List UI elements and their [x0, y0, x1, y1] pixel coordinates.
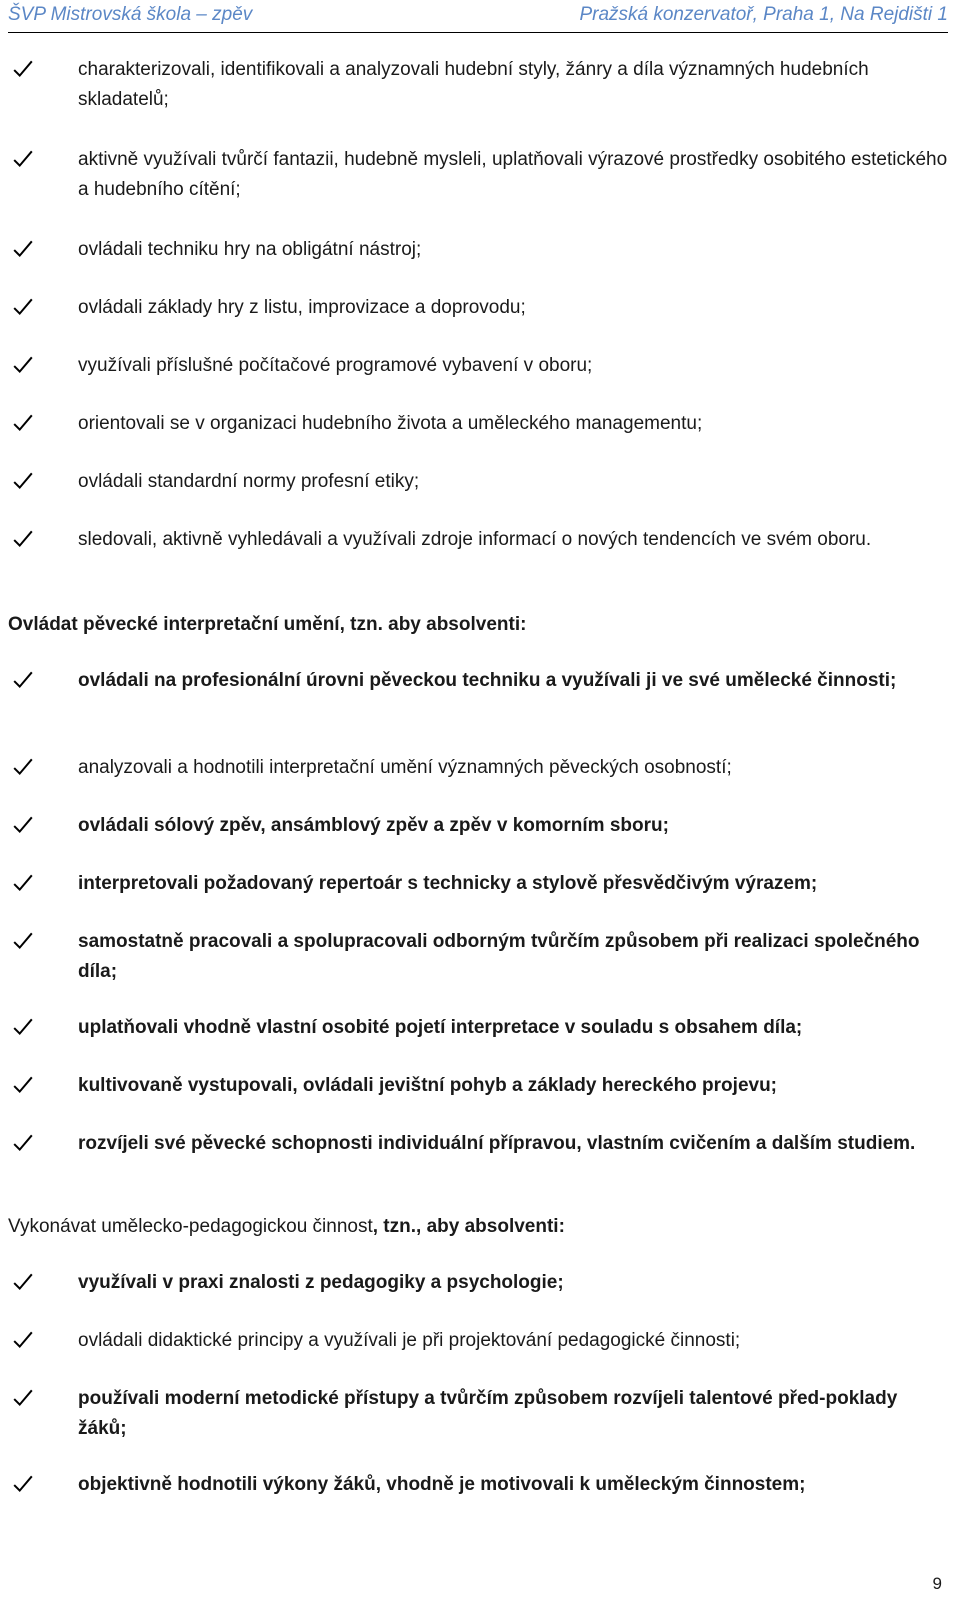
checkmark-icon: [12, 1132, 34, 1154]
list-item: [8, 55, 948, 115]
list-item: [8, 1268, 948, 1298]
checkmark-icon: [12, 930, 34, 952]
list-item: [8, 1071, 948, 1101]
list-item: [8, 869, 948, 899]
section-heading-plain: Vykonávat umělecko-pedagogickou činnost: [8, 1216, 373, 1237]
list-item: [8, 293, 948, 323]
list-item-text: ovládali sólový zpěv, ansámblový zpěv a zpěv v komorním sboru;: [78, 815, 669, 836]
list-item-text: orientovali se v organizaci hudebního života a uměleckého managementu;: [78, 413, 703, 434]
checkmark-icon: [12, 872, 34, 894]
checkmark-icon: [12, 756, 34, 778]
list-item: [8, 1129, 948, 1159]
list-item: [8, 235, 948, 265]
list-item: [8, 666, 948, 696]
checkmark-icon: [12, 528, 34, 550]
list-item: [8, 145, 948, 205]
list-item: [8, 1470, 948, 1500]
section-heading: Ovládat pěvecké interpretační umění, tzn. aby absolventi:: [8, 614, 527, 635]
list-item: [8, 351, 948, 381]
list-item-text: sledovali, aktivně vyhledávali a využívali zdroje informací o nových tendencích ve svém oboru.: [78, 529, 872, 550]
header-institution: Pražská konzervatoř, Praha 1, Na Rejdišti 1: [579, 4, 948, 25]
list-item: [8, 467, 948, 497]
list-item: [8, 927, 948, 987]
checkmark-icon: [12, 814, 34, 836]
list-item: [8, 753, 948, 783]
page-header: [8, 2, 948, 33]
list-item-text: ovládali základy hry z listu, improvizace a doprovodu;: [78, 297, 526, 318]
list-item-text: používali moderní metodické přístupy a tvůrčím způsobem rozvíjeli talentové před-poklady žáků;: [78, 1388, 898, 1439]
list-item-text: objektivně hodnotili výkony žáků, vhodně je motivovali k uměleckým činnostem;: [78, 1474, 806, 1495]
checkmark-icon: [12, 1074, 34, 1096]
checkmark-icon: [12, 669, 34, 691]
checkmark-icon: [12, 1473, 34, 1495]
section-heading-bold: , tzn., aby absolventi:: [372, 1216, 565, 1237]
list-item-text: kultivovaně vystupovali, ovládali jevištní pohyb a základy hereckého projevu;: [78, 1075, 778, 1096]
list-item-text: využívali v praxi znalosti z pedagogiky a psychologie;: [78, 1272, 564, 1293]
list-item-text: ovládali standardní normy profesní etiky;: [78, 471, 420, 492]
list-item: [8, 525, 948, 555]
list-item-text: využívali příslušné počítačové programové vybavení v oboru;: [78, 355, 593, 376]
list-item-text: aktivně využívali tvůrčí fantazii, hudebně mysleli, uplatňovali výrazové prostředky osobitého estetického a hudebního cítění;: [78, 149, 948, 200]
list-item: [8, 1013, 948, 1043]
checkmark-icon: [12, 148, 34, 170]
list-item-text: ovládali na profesionální úrovni pěveckou techniku a využívali ji ve své umělecké činnosti;: [78, 670, 897, 691]
page-number: 9: [932, 1574, 942, 1593]
checkmark-icon: [12, 238, 34, 260]
checkmark-icon: [12, 1329, 34, 1351]
list-item-text: analyzovali a hodnotili interpretační umění významných pěveckých osobností;: [78, 757, 732, 778]
checkmark-icon: [12, 354, 34, 376]
section-heading: [8, 1212, 565, 1242]
list-item: [8, 409, 948, 439]
list-item-text: interpretovali požadovaný repertoár s technicky a stylově přesvědčivým výrazem;: [78, 873, 818, 894]
checkmark-icon: [12, 1271, 34, 1293]
header-school: ŠVP Mistrovská škola – zpěv: [8, 4, 253, 25]
list-item-text: ovládali techniku hry na obligátní nástroj;: [78, 239, 422, 260]
list-item: [8, 1326, 948, 1356]
list-item-text: ovládali didaktické principy a využívali je při projektování pedagogické činnosti;: [78, 1330, 741, 1351]
checkmark-icon: [12, 1016, 34, 1038]
checkmark-icon: [12, 470, 34, 492]
checkmark-icon: [12, 412, 34, 434]
checkmark-icon: [12, 296, 34, 318]
checkmark-icon: [12, 58, 34, 80]
list-item-text: samostatně pracovali a spolupracovali odborným tvůrčím způsobem při realizaci společného díla;: [78, 931, 920, 982]
list-item: [8, 1384, 948, 1444]
list-item-text: charakterizovali, identifikovali a analyzovali hudební styly, žánry a díla významných hudebních skladatelů;: [78, 59, 869, 110]
list-item-text: rozvíjeli své pěvecké schopnosti individuální přípravou, vlastním cvičením a dalším studiem.: [78, 1133, 916, 1154]
list-item-text: uplatňovali vhodně vlastní osobité pojetí interpretace v souladu s obsahem díla;: [78, 1017, 803, 1038]
list-item: [8, 811, 948, 841]
checkmark-icon: [12, 1387, 34, 1409]
